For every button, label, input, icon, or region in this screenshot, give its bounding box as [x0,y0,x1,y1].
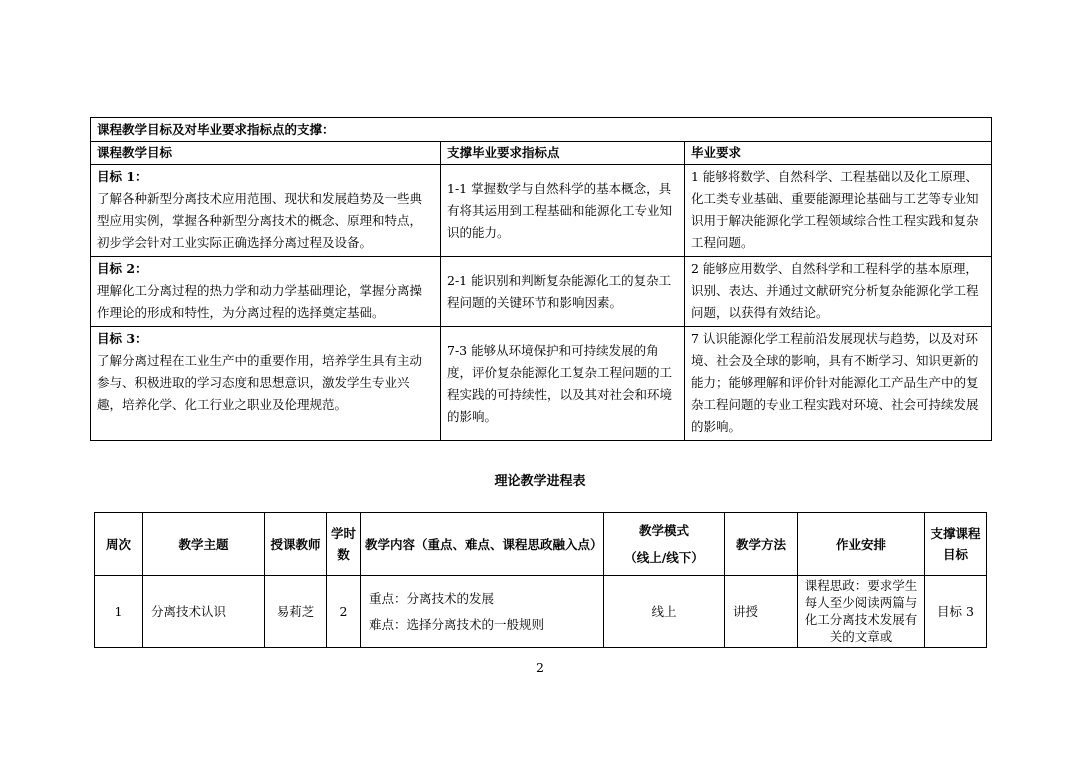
goal-row [91,257,992,327]
goal-cell: 目标 3 [925,576,987,648]
header-requirement: 毕业要求 [685,142,992,165]
header-teacher: 授课教师 [265,513,327,576]
header-topic: 教学主题 [143,513,265,576]
schedule-table [94,512,987,648]
goal-cell [91,165,441,257]
schedule-header-row [95,513,987,576]
course-goals-table [90,117,992,441]
difficulty: 难点：选择分离技术的一般规则 [369,616,545,632]
week-cell: 1 [95,576,143,648]
header-mode-label: 教学模式 [638,523,689,538]
header-homework: 作业安排 [798,513,925,576]
goal-row [91,165,992,257]
header-method: 教学方法 [725,513,798,576]
content-cell [361,576,604,648]
requirement-cell: 7 认识能源化学工程前沿发展现状与趋势，以及对环境、社会及全球的影响，具有不断学习、知识更新的能力；能够理解和评价针对能源化工产品生产中的复杂工程问题的专业工程实践对环境、社会可持续发展的影响。 [685,327,992,441]
goal-text: 了解分离过程在工业生产中的重要作用，培养学生具有主动参与、积极进取的学习态度和思想意识，激发学生专业兴趣，培养化学、化工行业之职业及伦理规范。 [97,353,423,412]
indicator-cell: 1-1 掌握数学与自然科学的基本概念，具有将其运用到工程基础和能源化工专业知识的能力。 [441,165,685,257]
header-indicator: 支撑毕业要求指标点 [441,142,685,165]
header-content: 教学内容（重点、难点、课程思政融入点） [361,513,604,576]
goal-cell [91,257,441,327]
goal-title: 目标 3： [97,331,148,346]
table-row [95,576,987,648]
header-mode [604,513,725,576]
key-point: 重点：分离技术的发展 [369,590,495,606]
header-week: 周次 [95,513,143,576]
schedule-title: 理论教学进程表 [494,474,586,489]
requirement-cell: 1 能够将数学、自然科学、工程基础以及化工原理、化工类专业基础、重要能源理论基础与工艺等专业知识用于解决能源化学工程领域综合性工程实践和复杂工程问题。 [685,165,992,257]
goals-table-caption: 课程教学目标及对毕业要求指标点的支撑： [91,118,992,142]
indicator-cell: 2-1 能识别和判断复杂能源化工的复杂工程问题的关键环节和影响因素。 [441,257,685,327]
method-cell: 讲授 [725,576,798,648]
hours-cell: 2 [327,576,361,648]
mode-cell: 线上 [604,576,725,648]
goal-text: 了解各种新型分离技术应用范围、现状和发展趋势及一些典型应用实例，掌握各种新型分离技术的概念、原理和特点，初步学会针对工业实际正确选择分离过程及设备。 [97,191,423,250]
header-goal: 支撑课程目标 [925,513,987,576]
header-course-goal: 课程教学目标 [91,142,441,165]
topic-cell: 分离技术认识 [143,576,265,648]
indicator-cell: 7-3 能够从环境保护和可持续发展的角度，评价复杂能源化工复杂工程问题的工程实践的可持续性，以及其对社会和环境的影响。 [441,327,685,441]
requirement-cell: 2 能够应用数学、自然科学和工程科学的基本原理，识别、表达、并通过文献研究分析复杂能源化学工程问题，以获得有效结论。 [685,257,992,327]
header-mode-sub: （线上/线下） [624,550,704,565]
goal-text: 理解化工分离过程的热力学和动力学基础理论，掌握分离操作理论的形成和特性，为分离过程的选择奠定基础。 [97,283,423,320]
header-hours: 学时数 [327,513,361,576]
goal-title: 目标 2： [97,261,148,276]
page-number: 2 [536,660,544,675]
goal-row [91,327,992,441]
homework-cell: 课程思政：要求学生每人至少阅读两篇与化工分离技术发展有关的文章或 [798,576,925,648]
goal-title: 目标 1： [97,169,148,184]
teacher-cell: 易莉芝 [265,576,327,648]
goal-cell [91,327,441,441]
